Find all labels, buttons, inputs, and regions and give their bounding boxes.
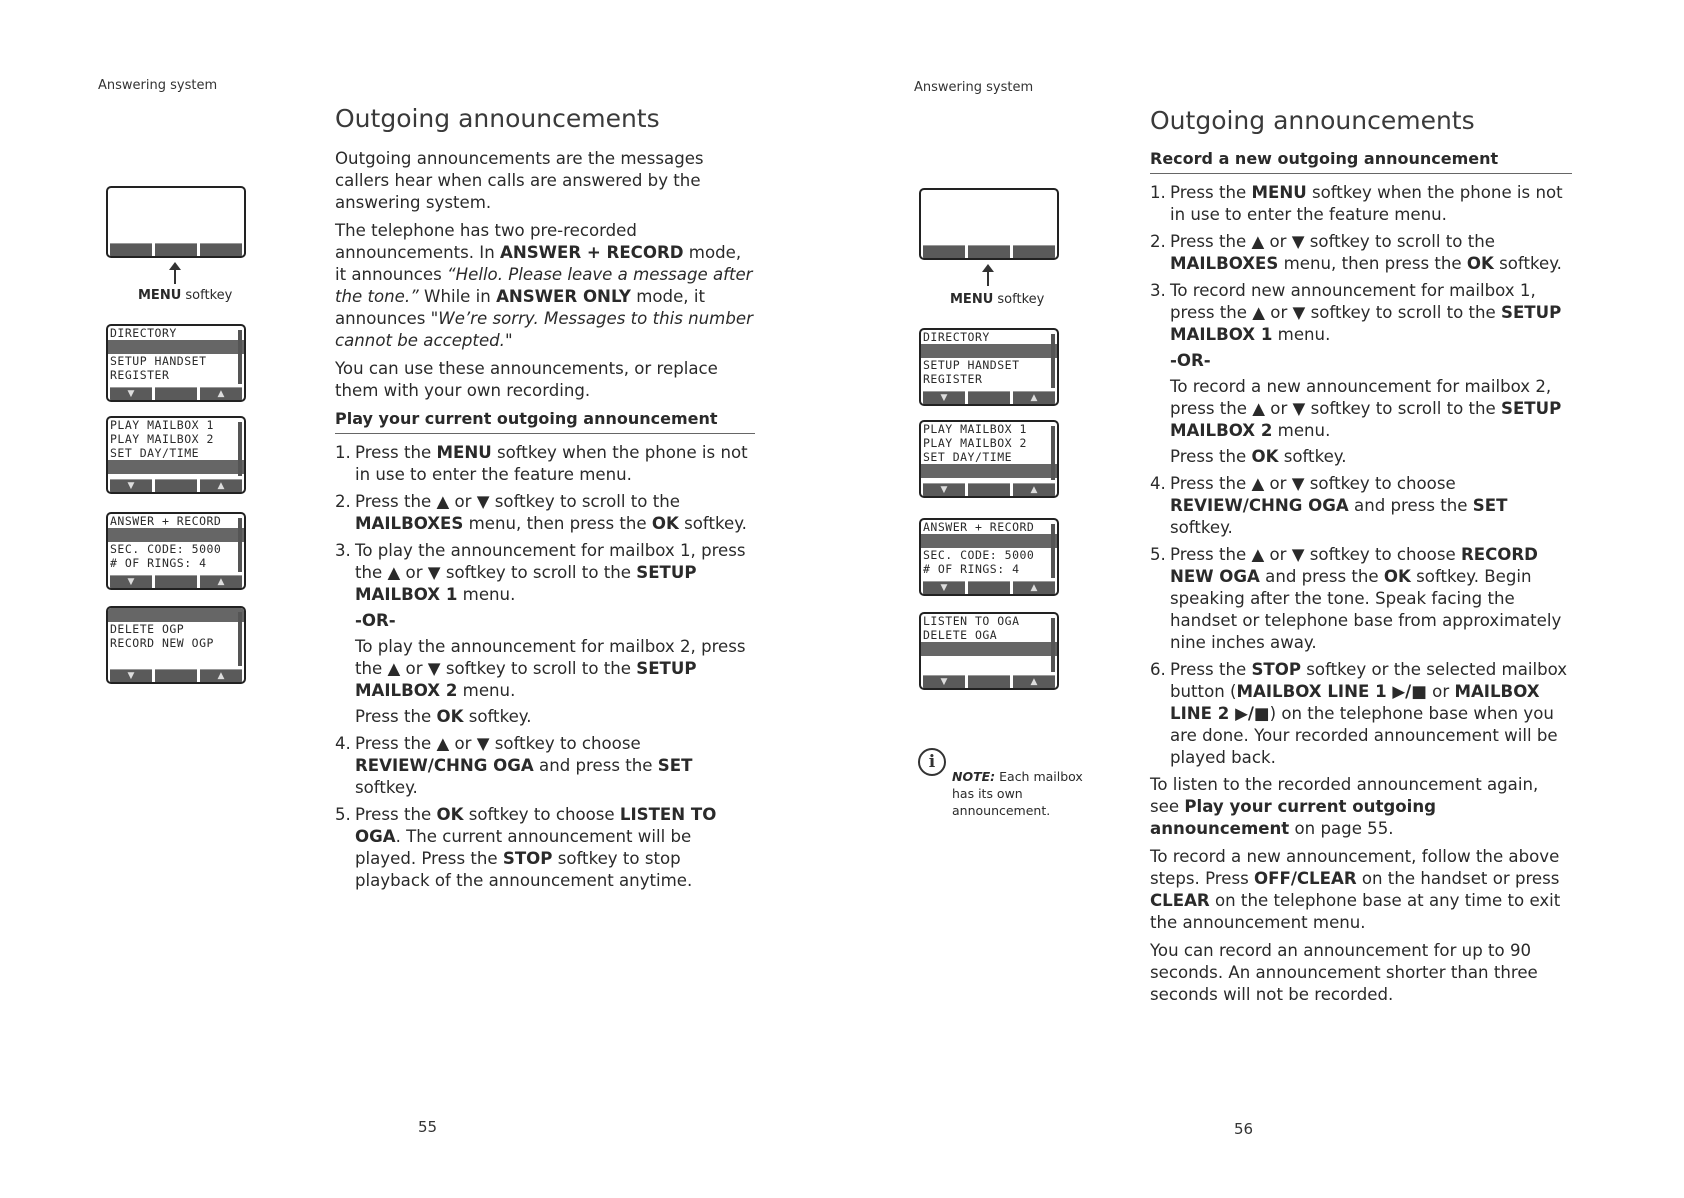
lcd-idle-screen <box>106 186 246 258</box>
lcd-line: REGISTER <box>923 372 983 386</box>
step-item: 5. Press the OK softkey to choose LISTEN TO OGA. The current announcement will be played. Press the STOP softkey to stop playback of the announcement anytime. <box>335 805 717 890</box>
lcd-line-selected <box>108 460 244 474</box>
info-icon: i <box>918 748 946 776</box>
lcd-line: SETUP HANDSET <box>110 354 207 368</box>
step-alternative: To record a new announcement for mailbox 2, press the ▲ or ▼ softkey to scroll to the SETUP MAILBOX 2 menu. <box>1170 377 1562 440</box>
lcd-line: DIRECTORY <box>110 326 177 340</box>
step-item: 3. To record new announcement for mailbox 1, press the ▲ or ▼ softkey to scroll to the SETUP MAILBOX 1 menu. -OR- To record a new announcement for mailbox 2, press the ▲ or ▼ softkey to scroll to the SETUP MAILBOX 2 menu. Press the OK softkey. <box>1150 280 1572 468</box>
lcd-line: LISTEN TO OGA <box>923 614 1020 628</box>
lcd-line: SETUP HANDSET <box>923 358 1020 372</box>
lcd-line-selected <box>921 464 1057 478</box>
step-confirm: Press the OK softkey. <box>1170 447 1347 466</box>
menu-softkey-caption: MENU softkey <box>138 288 233 303</box>
lcd-mailbox-menu <box>106 416 246 494</box>
lcd-scrollbar <box>238 422 242 476</box>
lcd-line: # OF RINGS: 4 <box>923 562 1020 576</box>
lcd-line: DELETE OGA <box>923 628 998 642</box>
softkey-bar: ▼ ▲ <box>108 387 244 400</box>
lcd-scrollbar <box>238 330 242 384</box>
lcd-scrollbar <box>1051 524 1055 578</box>
lcd-line: DELETE OGP <box>110 622 185 636</box>
page-number: 56 <box>1234 1120 1254 1138</box>
lcd-answer-settings <box>106 512 246 590</box>
step-item: 4. Press the ▲ or ▼ softkey to choose REVIEW/CHNG OGA and press the SET softkey. <box>335 734 693 797</box>
lcd-line: # OF RINGS: 4 <box>110 556 207 570</box>
section-header: Answering system <box>914 80 1034 95</box>
lcd-line: PLAY MAILBOX 1 <box>923 422 1027 436</box>
lcd-mailbox-menu <box>919 420 1059 498</box>
step-item: 1. Press the MENU softkey when the phone is not in use to enter the feature menu. <box>335 443 748 484</box>
softkey-bar: ▼ ▲ <box>108 575 244 588</box>
up-arrow-icon <box>982 264 994 286</box>
intro-paragraph: The telephone has two pre-recorded announcements. In ANSWER + RECORD mode, it announces “Hello. Please leave a message after the tone.” While in ANSWER ONLY mode, it announces "We’re sorry. Messages to this number cannot be accepted." <box>335 221 753 350</box>
lcd-scrollbar <box>1051 426 1055 480</box>
lcd-line: SET DAY/TIME <box>923 450 1013 464</box>
section-heading: Play your current outgoing announcement <box>335 408 755 434</box>
listen-paragraph: To listen to the recorded announcement again, see Play your current outgoing announcement on page 55. <box>1150 775 1539 838</box>
lcd-directory-menu <box>919 328 1059 406</box>
lcd-scrollbar <box>238 518 242 572</box>
lcd-answer-settings <box>919 518 1059 596</box>
lcd-line <box>921 656 1057 670</box>
step-item: 3. To play the announcement for mailbox 1, press the ▲ or ▼ softkey to scroll to the SETUP MAILBOX 1 menu. -OR- To play the announcement for mailbox 2, press the ▲ or ▼ softkey to scroll to the SETUP MAILBOX 2 menu. Press the OK softkey. <box>335 540 755 728</box>
step-item: 4. Press the ▲ or ▼ softkey to choose REVIEW/CHNG OGA and press the SET softkey. <box>1150 474 1508 537</box>
page-title: Outgoing announcements <box>335 104 660 133</box>
lcd-oga-menu <box>919 612 1059 690</box>
softkey-bar: ▼ ▲ <box>921 675 1057 688</box>
step-item: 2. Press the ▲ or ▼ softkey to scroll to the MAILBOXES menu, then press the OK softkey. <box>1150 232 1562 273</box>
step-item: 6. Press the STOP softkey or the selected mailbox button (MAILBOX LINE 1 ▶/■ or MAILBOX LINE 2 ▶/■) on the telephone base when you are done. Your recorded announcement will be played back. <box>1150 660 1568 767</box>
lcd-line: PLAY MAILBOX 2 <box>923 436 1027 450</box>
softkey-bar: ▼ ▲ <box>108 669 244 682</box>
lcd-line-selected <box>108 340 244 354</box>
lcd-directory-menu <box>106 324 246 402</box>
softkey-bar: ▼ ▲ <box>108 479 244 492</box>
lcd-line <box>108 650 244 664</box>
body-text <box>1150 148 1572 1012</box>
lcd-scrollbar <box>1051 334 1055 388</box>
lcd-idle-screen <box>919 188 1059 260</box>
steps-list <box>335 442 755 892</box>
lcd-line: SEC. CODE: 5000 <box>923 548 1035 562</box>
page-56 <box>842 0 1684 1198</box>
step-item: 2. Press the ▲ or ▼ softkey to scroll to the MAILBOXES menu, then press the OK softkey. <box>335 492 747 533</box>
lcd-line: RECORD NEW OGP <box>110 636 214 650</box>
softkey-bar <box>108 243 244 256</box>
lcd-line: PLAY MAILBOX 1 <box>110 418 214 432</box>
softkey-bar: ▼ ▲ <box>921 391 1057 404</box>
menu-softkey-caption: MENU softkey <box>950 292 1045 307</box>
lcd-line: ANSWER + RECORD <box>923 520 1035 534</box>
limit-paragraph: You can record an announcement for up to 90 seconds. An announcement shorter than three seconds will not be recorded. <box>1150 941 1538 1004</box>
lcd-scrollbar <box>238 612 242 666</box>
page-number: 55 <box>418 1118 438 1136</box>
or-separator: -OR- <box>1170 351 1211 370</box>
lcd-line: DIRECTORY <box>923 330 990 344</box>
softkey-bar <box>921 245 1057 258</box>
or-separator: -OR- <box>355 611 396 630</box>
lcd-line: SEC. CODE: 5000 <box>110 542 222 556</box>
lcd-oga-menu <box>106 606 246 684</box>
step-alternative: To play the announcement for mailbox 2, press the ▲ or ▼ softkey to scroll to the SETUP MAILBOX 2 menu. <box>355 637 746 700</box>
lcd-line-selected <box>921 642 1057 656</box>
lcd-line: PLAY MAILBOX 2 <box>110 432 214 446</box>
section-header: Answering system <box>98 78 218 93</box>
intro-paragraph: Outgoing announcements are the messages callers hear when calls are answered by the answering system. <box>335 149 704 212</box>
lcd-line-selected <box>921 534 1057 548</box>
note-text: NOTE: Each mailbox has its own announcement. <box>952 769 1083 818</box>
step-confirm: Press the OK softkey. <box>355 707 532 726</box>
lcd-line-selected <box>921 344 1057 358</box>
body-text <box>335 148 755 897</box>
lcd-line: ANSWER + RECORD <box>110 514 222 528</box>
softkey-bar: ▼ ▲ <box>921 581 1057 594</box>
lcd-line: REGISTER <box>110 368 170 382</box>
softkey-bar: ▼ ▲ <box>921 483 1057 496</box>
step-item: 5. Press the ▲ or ▼ softkey to choose RECORD NEW OGA and press the OK softkey. Begin speaking after the tone. Speak facing the handset or telephone base from approximately nine inches away. <box>1150 545 1562 652</box>
lcd-line: SET DAY/TIME <box>110 446 200 460</box>
lcd-scrollbar <box>1051 618 1055 672</box>
lcd-line-selected <box>108 528 244 542</box>
page-title: Outgoing announcements <box>1150 106 1475 135</box>
section-heading: Record a new outgoing announcement <box>1150 148 1572 174</box>
record-paragraph: To record a new announcement, follow the above steps. Press OFF/CLEAR on the handset or press CLEAR on the telephone base at any time to exit the announcement menu. <box>1150 847 1561 932</box>
up-arrow-icon <box>169 262 181 284</box>
intro-paragraph: You can use these announcements, or replace them with your own recording. <box>335 359 718 400</box>
lcd-line-selected <box>108 608 244 622</box>
step-item: 1. Press the MENU softkey when the phone is not in use to enter the feature menu. <box>1150 183 1563 224</box>
steps-list <box>1150 182 1572 769</box>
